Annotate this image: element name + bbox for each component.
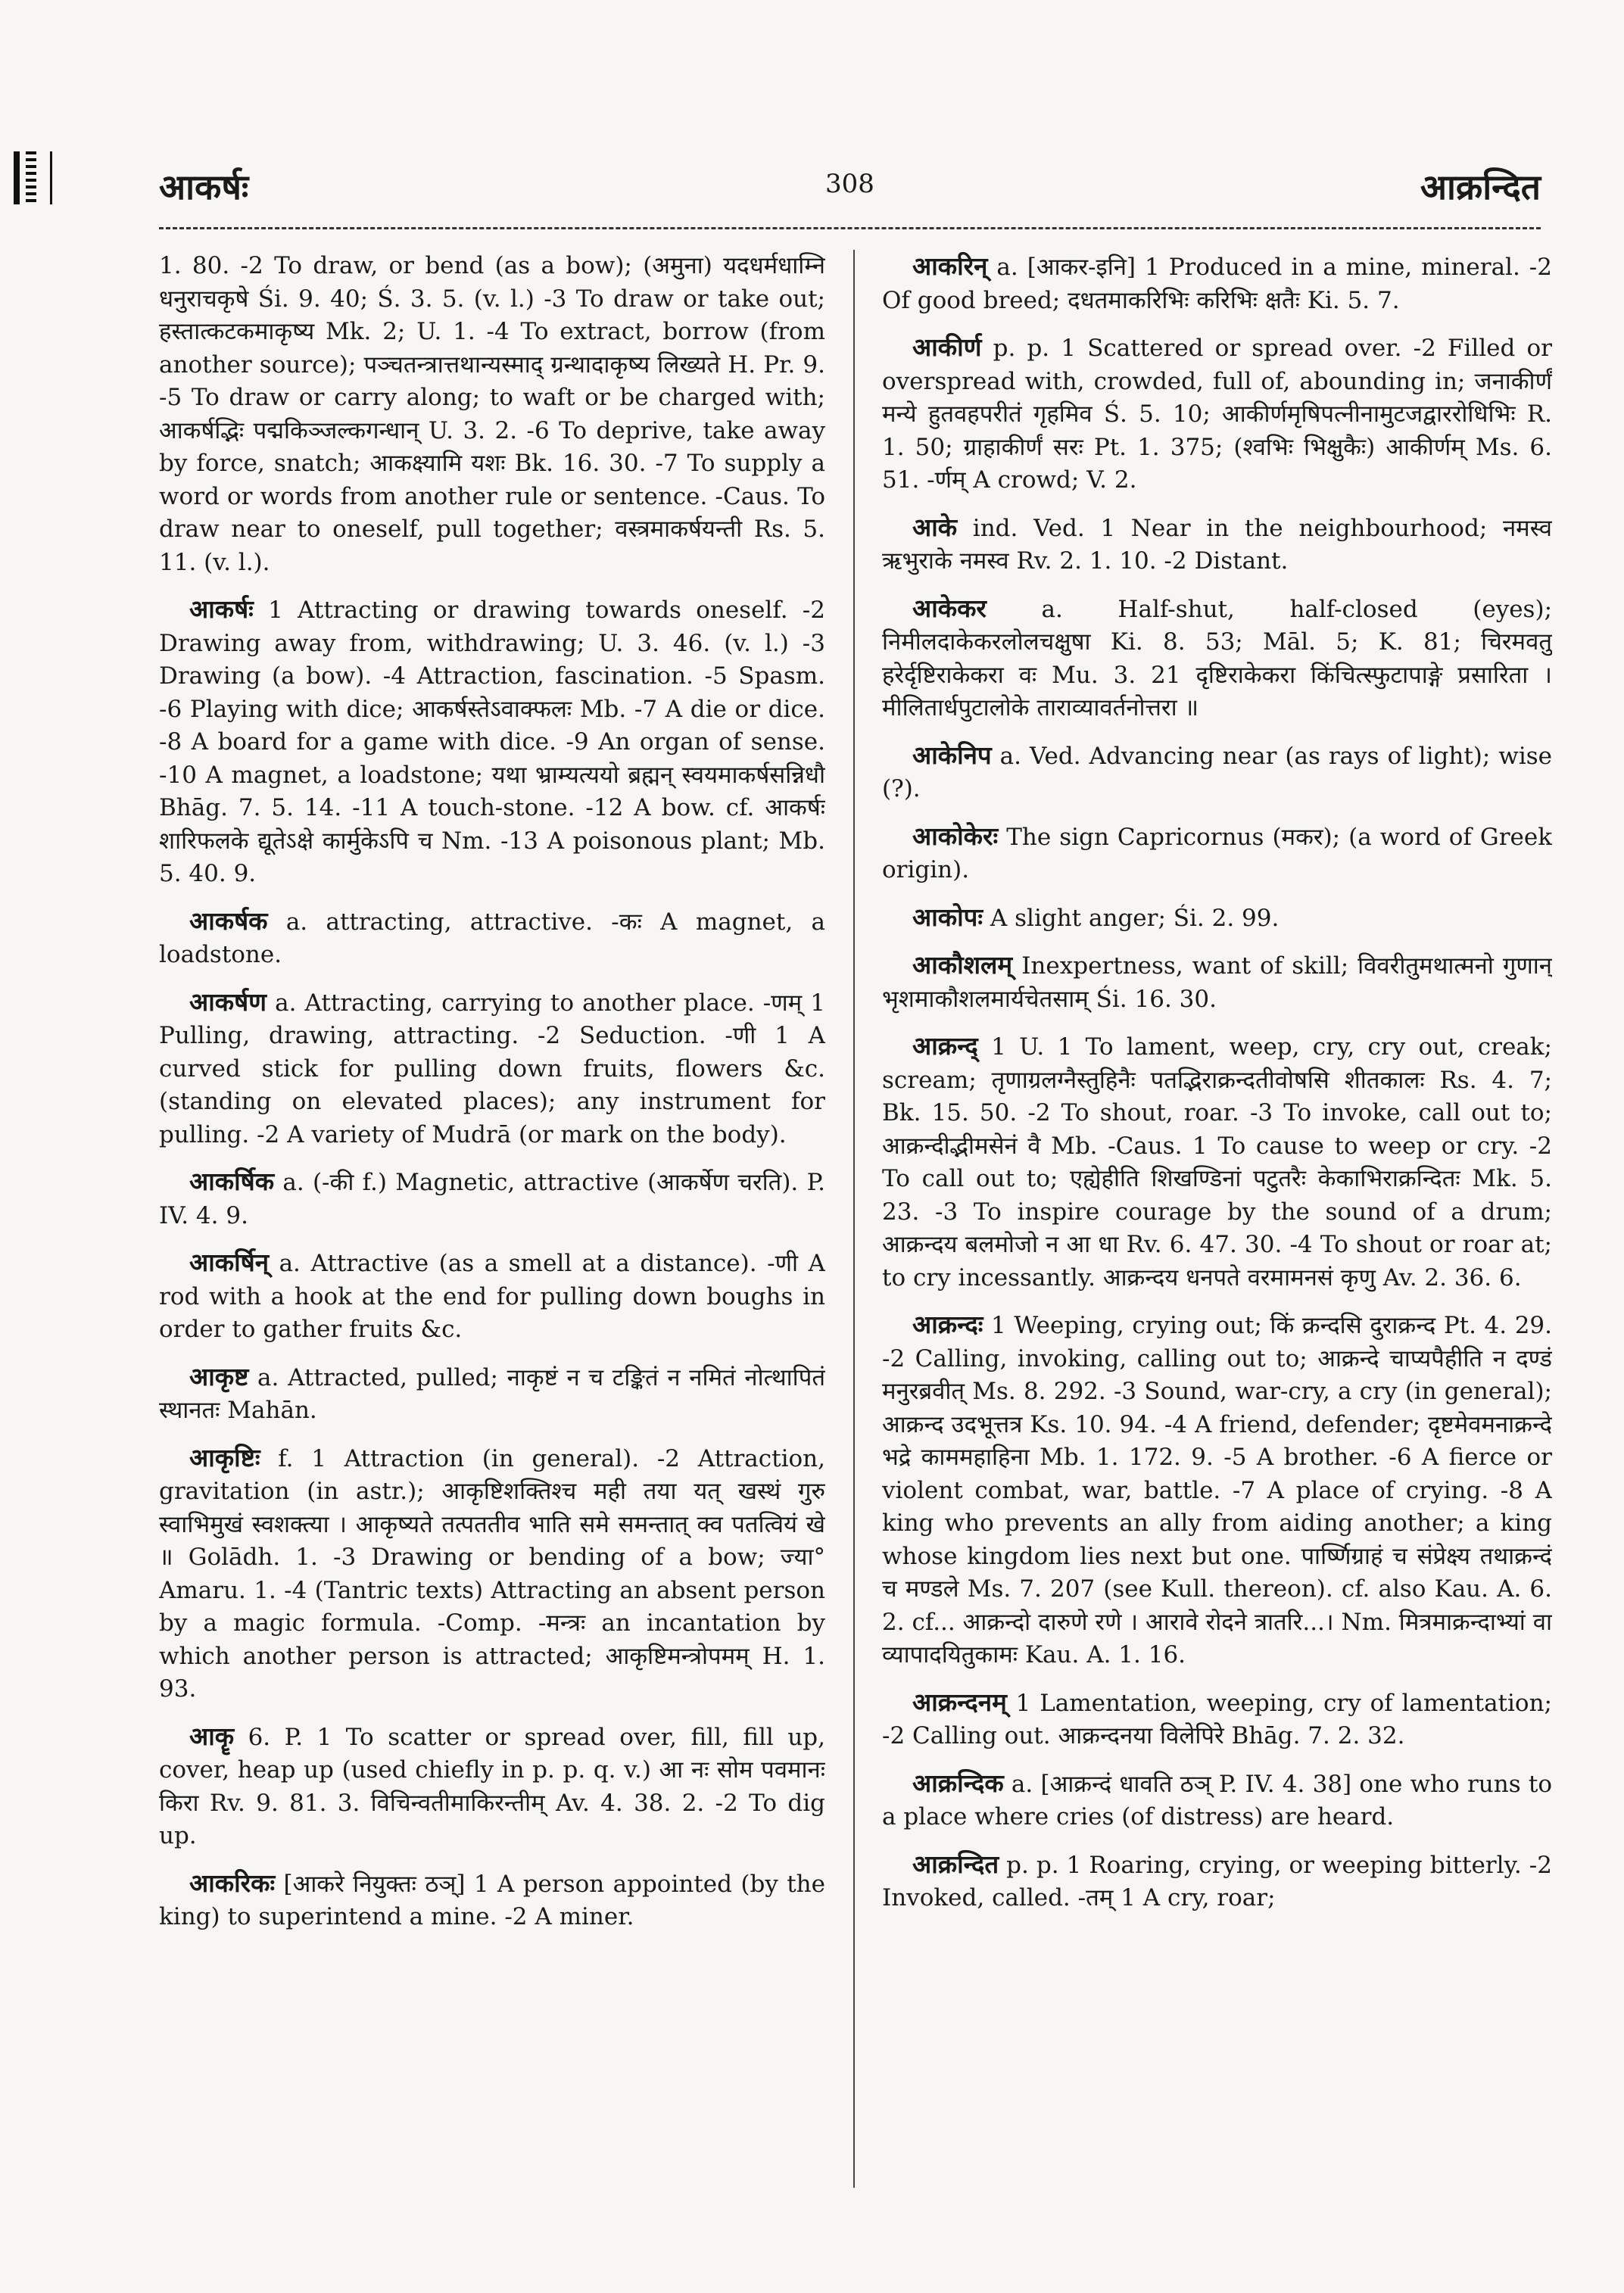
entry-headword: आकरिकः	[189, 1868, 276, 1898]
entry-headword: आकौशलम्	[912, 950, 1013, 980]
entry-headword: आकोपः	[912, 902, 983, 932]
dictionary-entry	[882, 820, 1552, 887]
entry-definition: a. [आकर-इनि] 1 Produced in a mine, mineral. -2 Of good breed; दधतमाकरिभिः करिभिः क्षतैः Ki. 5. 7.	[882, 254, 1552, 314]
entry-headword: आक्रन्द्	[912, 1031, 978, 1061]
entry-headword: आकेकर	[912, 593, 987, 623]
entry-definition: [आकरे नियुक्तः ठञ्] 1 A person appointed (by the king) to superintend a mine. -2 A miner.	[159, 1870, 825, 1930]
left-column	[159, 250, 825, 2233]
entry-definition: a. Attracting, carrying to another place. -णम् 1 Pulling, drawing, attracting. -2 Seduction. -णी 1 A curved stick for pulling down fruits, flowers &c. (standing on elevated places); any instrument for pulling. -2 A variety of Mudrā (or mark on the body).	[159, 989, 825, 1148]
entry-headword: आकीर्ण	[912, 332, 982, 362]
entry-definition: 1. 80. -2 To draw, or bend (as a bow); (अमुना) यदधर्मधाम्नि धनुराचकृषे Śi. 9. 40; Ś. 3. 5. (v. l.) -3 To draw or take out; हस्तात्कटकमाकृष्य Mk. 2; U. 1. -4 To extract, borrow (from another source); पञ्चतन्त्रात्तथान्यस्माद् ग्रन्थादाकृष्य लिख्यते H. Pr. 9. -5 To draw or carry along; to waft or be charged with; आकर्षद्भिः पद्मकिञ्जल्कगन्धान् U. 3. 2. -6 To deprive, take away by force, snatch; आकक्ष्यामि यशः Bk. 16. 30. -7 To supply a word or words from another rule or sentence. -Caus. To draw near to oneself, pull together; वस्त्रमाकर्षयन्ती Rs. 5. 11. (v. l.).	[159, 252, 825, 576]
entry-headword: आक्रन्दिक	[912, 1768, 1004, 1798]
dictionary-entry	[159, 986, 825, 1152]
entry-definition: p. p. 1 Scattered or spread over. -2 Filled or overspread with, crowded, full of, abounding in; जनाकीर्णं मन्ये हुतवहपरीतं गृहमिव Ś. 5. 10; आकीर्णमृषिपत्नीनामुटजद्वाररोधिभिः R. 1. 50; ग्राहाकीर्णं सरः Pt. 1. 375; (श्वभिः भिक्षुकैः) आकीर्णम् Ms. 6. 51. -र्णम् A crowd; V. 2.	[882, 335, 1552, 494]
header-right-headword: आक्रन्दित	[1420, 167, 1541, 207]
dictionary-entry	[882, 1030, 1552, 1294]
entry-headword: आकृष्ट	[189, 1361, 249, 1391]
dictionary-entry	[159, 1165, 825, 1232]
entry-definition: 1 Weeping, crying out; किं क्रन्दसि दुराक्रन्द Pt. 4. 29. -2 Calling, invoking, calling out to; आक्रन्दे चाप्यपैहीति न दण्डं मनुरब्रवीत् Ms. 8. 292. -3 Sound, war-cry, a cry (in general); आक्रन्द उदभूत्तत्र Ks. 10. 94. -4 A friend, defender; दृष्टमेवमनाक्रन्दे भद्रे काममहाहिना Mb. 1. 172. 9. -5 A brother. -6 A fierce or violent combat, war, battle. -7 A place of crying. -8 A king who prevents an ally from aiding another; a king whose kingdom lies next but one. पार्ष्णिग्राहं च संप्रेक्ष्य तथाक्रन्दं च मण्डले Ms. 7. 207 (see Kull. thereon). cf. also Kau. A. 6. 2. cf... आक्रन्दो दारुणे रणे । आरावे रोदने त्रातरि...। Nm. मित्रमाक्रन्दाभ्यां वा व्यापादयितुकामः Kau. A. 1. 16.	[882, 1312, 1552, 1668]
entry-definition: a. Ved. Advancing near (as rays of light); wise (?).	[882, 742, 1552, 802]
entry-headword: आक्रन्दनम्	[912, 1687, 1007, 1717]
dictionary-entry	[882, 901, 1552, 936]
entry-headword: आकेनिप	[912, 740, 992, 770]
entry-definition: 1 Attracting or drawing towards oneself. -2 Drawing away from, withdrawing; U. 3. 46. (v. l.) -3 Drawing (a bow). -4 Attraction, fascination. -5 Spasm. -6 Playing with dice; आकर्षस्तेऽवाक्फलः Mb. -7 A die or dice. -8 A board for a game with dice. -9 An organ of sense. -10 A magnet, a loadstone; यथा भ्राम्यत्ययो ब्रह्मन् स्वयमाकर्षसन्निधौ Bhāg. 7. 5. 14. -11 A touch-stone. -12 A bow. cf. आकर्षः शारिफलके द्यूतेऽक्षे कार्मुकेऽपि च Nm. -13 A poisonous plant; Mb. 5. 40. 9.	[159, 597, 825, 887]
dictionary-entry	[159, 250, 825, 579]
dictionary-entry	[159, 1246, 825, 1347]
entry-definition: A slight anger; Śi. 2. 99.	[990, 904, 1280, 932]
dictionary-entry	[882, 949, 1552, 1016]
entry-definition: The sign Capricornus (मकर); (a word of Greek origin).	[882, 823, 1552, 883]
entry-definition: p. p. 1 Roaring, crying, or weeping bitterly. -2 Invoked, called. -तम् 1 A cry, roar;	[882, 1851, 1552, 1911]
dictionary-entry	[882, 1686, 1552, 1753]
entry-definition: a. (-की f.) Magnetic, attractive (आकर्षेण चरति). P. IV. 4. 9.	[159, 1169, 825, 1229]
dictionary-entry	[159, 1441, 825, 1706]
dictionary-entry	[882, 250, 1552, 317]
column-divider	[853, 250, 855, 2188]
dictionary-entry	[159, 1360, 825, 1428]
entry-headword: आके	[912, 512, 958, 542]
entry-headword: आकोकेरः	[912, 821, 999, 851]
dictionary-entry	[882, 739, 1552, 806]
entry-headword: आकर्षण	[189, 986, 267, 1017]
entry-headword: आकॄ	[189, 1721, 235, 1751]
entry-headword: आक्रन्दः	[912, 1310, 983, 1339]
entry-definition: a. Attractive (as a smell at a distance). -णी A rod with a hook at the end for pulling down boughs in order to gather fruits &c.	[159, 1250, 825, 1343]
dictionary-entry	[882, 1308, 1552, 1672]
entry-definition: f. 1 Attraction (in general). -2 Attraction, gravitation (in astr.); आकृष्टिशक्तिश्च मही तया यत् खस्थं गुरु स्वाभिमुखं स्वशक्त्या । आकृष्यते तत्पततीव भाति समे समन्तात् क्व पतत्वियं खे ॥ Golādh. 1. -3 Drawing or bending of a bow; ज्या° Amaru. 1. -4 (Tantric texts) Attracting an absent person by a magic formula. -Comp. -मन्त्रः an incantation by which another person is attracted; आकृष्टिमन्त्रोपमम् H. 1. 93.	[159, 1444, 825, 1703]
entry-headword: आक्रन्दित	[912, 1849, 999, 1879]
entry-definition: 1 U. 1 To lament, weep, cry, cry out, creak; scream; तृणाग्रलग्नैस्तुहिनैः पतद्भिराक्रन्दतीवोषसि शीतकालः Rs. 4. 7; Bk. 15. 50. -2 To shout, roar. -3 To invoke, call out to; आक्रन्दीद्भीमसेनं वै Mb. -Caus. 1 To cause to weep or cry. -2 To call out to; एह्येहीति शिखण्डिनां पटुतरैः केकाभिराक्रन्दितः Mk. 5. 23. -3 To inspire courage by the sound of a drum; आक्रन्दय बलमोजो न आ धा Rv. 6. 47. 30. -4 To shout or roar at; to cry incessantly. आक्रन्दय धनपते वरमामनसं कृणु Av. 2. 36. 6.	[882, 1033, 1552, 1291]
entry-headword: आकरिन्	[912, 251, 988, 281]
entry-headword: आकृष्टिः	[189, 1442, 260, 1472]
entry-definition: a. Attracted, pulled; नाकृष्टं न च टङ्कितं न नमितं नोत्थापितं स्थानतः Mahān.	[159, 1363, 825, 1424]
header-rule	[159, 227, 1541, 229]
page-number: 308	[825, 169, 874, 199]
dictionary-entry	[159, 1867, 825, 1934]
dictionary-entry	[882, 1767, 1552, 1834]
entry-definition: a. Half-shut, half-closed (eyes); निमीलदाकेकरलोलचक्षुषा Ki. 8. 53; Māl. 5; K. 81; चिरमवतु हरेर्दृष्टिराकेकरा वः Mu. 3. 21 दृष्टिराकेकरा किंचित्स्फुटापाङ्गे प्रसारिता । मीलितार्धपुटालोके ताराव्यावर्तनोत्तरा ॥	[882, 595, 1552, 721]
entry-headword: आकर्षिन्	[189, 1248, 270, 1277]
dictionary-entry	[159, 593, 825, 891]
header-left-headword: आकर्षः	[159, 167, 249, 207]
entry-headword: आकर्षः	[189, 594, 254, 624]
entry-definition: Inexpertness, want of skill; विवरीतुमथात्मनो गुणान् भृशमाकौशलमार्यचेतसाम् Śi. 16. 30.	[882, 952, 1552, 1013]
dictionary-entry	[882, 592, 1552, 725]
dictionary-entry	[159, 905, 825, 972]
dictionary-entry	[159, 1720, 825, 1853]
thumb-index-tab	[14, 151, 52, 204]
right-column	[882, 250, 1552, 2233]
entry-headword: आकर्षिक	[189, 1167, 275, 1196]
entry-definition: a. attracting, attractive. -कः A magnet, a loadstone.	[159, 908, 825, 968]
entry-definition: a. [आक्रन्दं धावति ठञ् P. IV. 4. 38] one who runs to a place where cries (of distress) are heard.	[882, 1770, 1552, 1830]
dictionary-entry	[882, 331, 1552, 497]
entry-definition: 1 Lamentation, weeping, cry of lamentation; -2 Calling out. आक्रन्दनया विलेपिरे Bhāg. 7. 2. 32.	[882, 1689, 1552, 1749]
entry-definition: 6. P. 1 To scatter or spread over, fill, fill up, cover, heap up (used chiefly in p. p. q. v.) आ नः सोम पवमानः किरा Rv. 9. 81. 3. विचिन्वतीमाकिरन्तीम् Av. 4. 38. 2. -2 To dig up.	[159, 1723, 825, 1849]
dictionary-entry	[882, 1848, 1552, 1915]
dictionary-entry	[882, 511, 1552, 578]
entry-definition: ind. Ved. 1 Near in the neighbourhood; नमस्व ऋभुराके नमस्व Rv. 2. 1. 10. -2 Distant.	[882, 514, 1552, 575]
page-header	[159, 163, 1541, 223]
entry-headword: आकर्षक	[189, 905, 268, 936]
